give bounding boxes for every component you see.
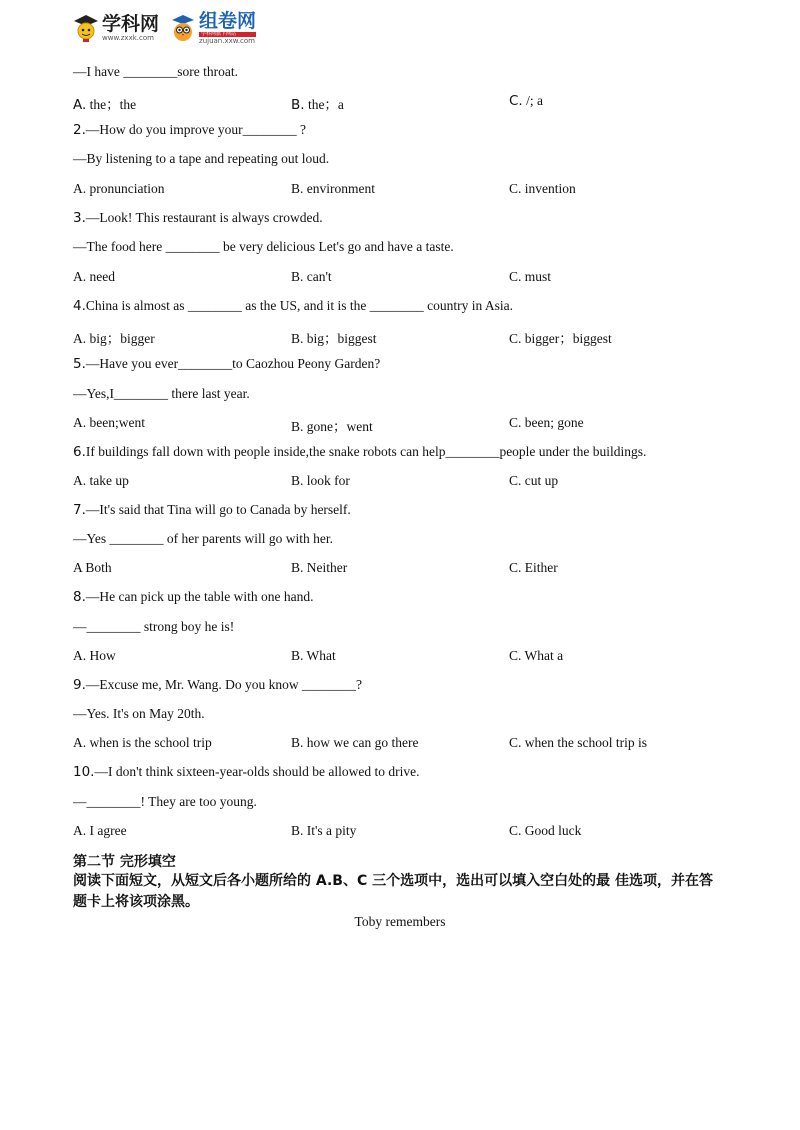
option-letter: B.	[291, 97, 305, 113]
question-7-stem	[73, 502, 351, 518]
question-1-stem: —I have ________sore throat.	[73, 64, 238, 79]
question-10-reply: —________! They are too young.	[73, 794, 257, 809]
question-9-reply: —Yes. It's on May 20th.	[73, 706, 205, 721]
option-c: C. cut up	[509, 473, 559, 488]
option-b: B. Neither	[291, 560, 348, 575]
question-number: 9.	[73, 677, 86, 693]
option-b: B. can't	[291, 269, 332, 284]
option-c: C. invention	[509, 181, 576, 196]
question-9-stem	[73, 677, 362, 693]
option-a	[73, 93, 136, 113]
option-a: A. take up	[73, 473, 129, 488]
question-number: 10.	[73, 764, 95, 780]
option-letter: C.	[509, 93, 523, 109]
option-c: C. Either	[509, 560, 558, 575]
page-header	[72, 8, 266, 48]
question-text: —It's said that Tina will go to Canada by herself.	[85, 502, 351, 517]
option-text: /; a	[522, 93, 543, 108]
option-c: C. bigger；biggest	[509, 331, 612, 346]
question-number: 7.	[73, 502, 86, 518]
option-c: C. Good luck	[509, 823, 582, 838]
question-number: 5.	[73, 356, 86, 372]
option-a: A. big；bigger	[73, 331, 155, 346]
option-b: B. how we can go there	[291, 735, 419, 750]
option-letter: A.	[73, 97, 87, 113]
option-b: B. environment	[291, 181, 375, 196]
option-c: C. when the school trip is	[509, 735, 647, 750]
passage-title: Toby remembers	[354, 914, 446, 929]
question-text: If buildings fall down with people inside,the snake robots can help________people under the buildings.	[85, 444, 647, 459]
question-number: 6.	[73, 444, 86, 460]
zujuan-logo	[169, 9, 257, 45]
question-3-reply: —The food here ________ be very delicious Let's go and have a taste.	[73, 239, 454, 254]
section-title: 第二节 完形填空	[73, 854, 176, 870]
option-a: A Both	[73, 560, 112, 575]
question-5-reply: —Yes,I________ there last year.	[73, 386, 250, 401]
option-c: C. What a	[509, 648, 564, 663]
question-5-stem	[73, 356, 380, 372]
option-a: A. How	[73, 648, 116, 663]
question-text: —He can pick up the table with one hand.	[85, 589, 314, 604]
option-a: A. I agree	[73, 823, 127, 838]
question-7-reply: —Yes ________ of her parents will go with her.	[73, 531, 333, 546]
option-b: B. gone；went	[291, 419, 373, 434]
section-instruction: 阅读下面短文，从短文后各小题所给的 A.B、C 三个选项中，选出可以填入空白处的最 佳选项，并在答题卡上将该项涂黑。	[73, 873, 713, 910]
option-a: A. when is the school trip	[73, 735, 212, 750]
zxxk-logo	[72, 13, 159, 43]
question-text: —How do you improve your________ ?	[85, 122, 306, 137]
option-c	[509, 93, 543, 109]
question-number: 4.	[73, 298, 86, 314]
question-text: —Excuse me, Mr. Wang. Do you know ________?	[85, 677, 363, 692]
option-text: the；a	[304, 97, 344, 112]
question-2-stem	[73, 122, 306, 138]
option-b: B. look for	[291, 473, 350, 488]
question-text: —Have you ever________to Caozhou Peony Garden?	[85, 356, 381, 371]
question-text: —I don't think sixteen-year-olds should be allowed to drive.	[94, 764, 420, 779]
question-text: China is almost as ________ as the US, and it is the ________ country in Asia.	[85, 298, 513, 313]
zujuan-logo-tagline: 学科网旗下网站	[199, 32, 256, 37]
question-number: 2.	[73, 122, 86, 138]
question-6-stem	[73, 444, 646, 460]
option-b: B. What	[291, 648, 336, 663]
question-3-stem	[73, 210, 323, 226]
zujuan-logo-url: zujuan.xxw.com	[199, 36, 256, 45]
option-c: C. been; gone	[509, 415, 584, 430]
zxxk-logo-text: 学科网	[102, 12, 160, 35]
option-b: B. big；biggest	[291, 331, 377, 346]
question-text: —Look! This restaurant is always crowded.	[85, 210, 323, 225]
option-a: A. need	[73, 269, 115, 284]
option-a: A. been;went	[73, 415, 145, 430]
owl-mascot-icon	[169, 13, 197, 43]
question-4-stem	[73, 298, 513, 314]
question-number: 8.	[73, 589, 86, 605]
option-c: C. must	[509, 269, 552, 284]
question-8-reply: —________ strong boy he is!	[73, 619, 235, 634]
option-a: A. pronunciation	[73, 181, 165, 196]
zxxk-logo-url: www.zxxk.com	[102, 33, 154, 42]
zujuan-logo-text: 组卷网	[199, 9, 257, 32]
question-number: 3.	[73, 210, 86, 226]
option-text: the；the	[86, 97, 137, 112]
option-b: B. It's a pity	[291, 823, 357, 838]
question-2-reply: —By listening to a tape and repeating out loud.	[73, 151, 330, 166]
question-8-stem	[73, 589, 313, 605]
graduate-mascot-icon	[72, 13, 100, 43]
option-b	[291, 93, 344, 113]
question-10-stem	[73, 764, 419, 780]
